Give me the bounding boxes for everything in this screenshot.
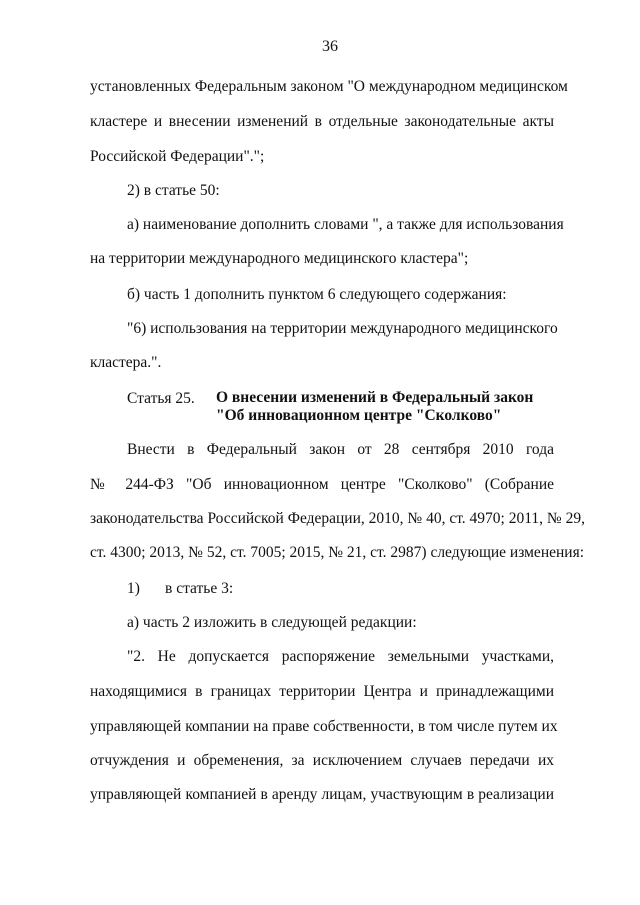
text-line: "2. Не допускается распоряжение земельными участками, [127, 648, 554, 665]
text-line: № 244-ФЗ "Об инновационном центре "Сколково" (Собрание [90, 476, 554, 493]
page-number: 36 [322, 38, 338, 55]
text-line: "6) использования на территории международного медицинского [127, 320, 558, 337]
text-line: а) часть 2 изложить в следующей редакции: [127, 614, 417, 631]
article-number: Статья 25. [127, 390, 195, 407]
list-item-text: в статье 3: [165, 580, 234, 597]
text-line: ст. 4300; 2013, № 52, ст. 7005; 2015, № 21, ст. 2987) следующие изменения: [90, 544, 585, 561]
text-line: отчуждения и обременения, за исключением случаев передачи их [90, 752, 554, 769]
text-line: управляющей компанией в аренду лицам, участвующим в реализации [90, 786, 554, 803]
text-line: кластере и внесении изменений в отдельные законодательные акты [90, 113, 554, 130]
text-line: Внести в Федеральный закон от 28 сентября 2010 года [127, 441, 554, 458]
list-item-number: 1) [127, 580, 140, 597]
text-line: 2) в статье 50: [127, 182, 220, 199]
article-title-line-2: "Об инновационном центре "Сколково" [216, 407, 502, 424]
text-line: а) наименование дополнить словами ", а также для использования [127, 216, 564, 233]
text-line: на территории международного медицинского кластера"; [90, 250, 469, 267]
text-line: находящимися в границах территории Центра и принадлежащими [90, 683, 554, 700]
text-line: кластера.". [90, 354, 162, 371]
text-line: законодательства Российской Федерации, 2010, № 40, ст. 4970; 2011, № 29, [90, 510, 585, 527]
text-line: установленных Федеральным законом "О международном медицинском [90, 78, 568, 95]
text-line: управляющей компании на праве собственности, в том числе путем их [90, 718, 558, 735]
article-title-line-1: О внесении изменений в Федеральный закон [216, 389, 534, 406]
text-line: б) часть 1 дополнить пунктом 6 следующего содержания: [127, 286, 507, 303]
text-line: Российской Федерации"."; [90, 148, 265, 165]
